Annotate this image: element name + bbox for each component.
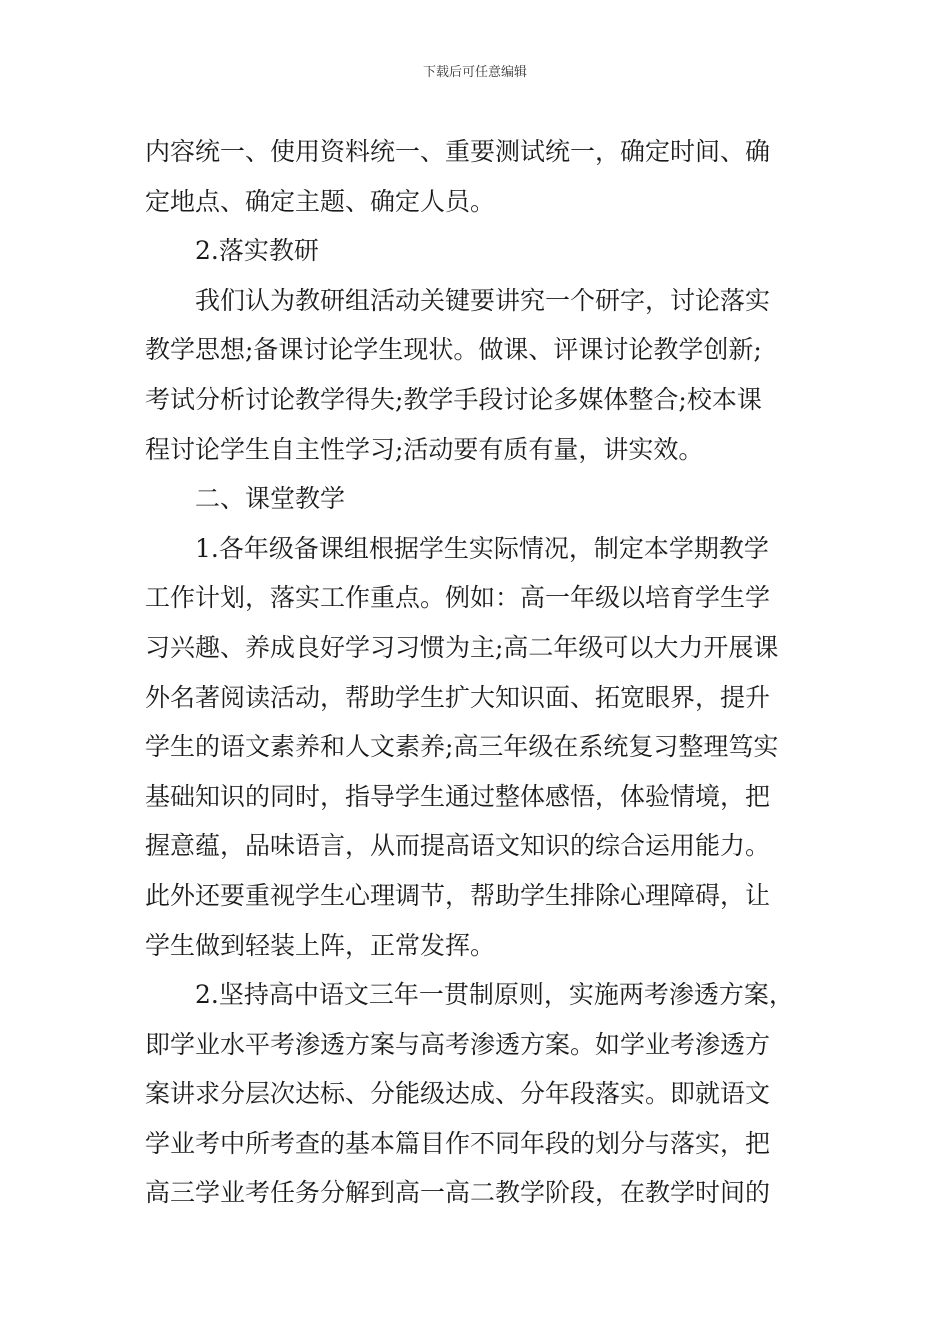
text-line: 高三学业考任务分解到高一高二教学阶段，在教学时间的 [145, 1178, 771, 1208]
text-line: 1.各年级备课组根据学生实际情况，制定本学期教学 [195, 533, 769, 563]
text-line: 此外还要重视学生心理调节，帮助学生排除心理障碍，让 [145, 880, 771, 910]
text-line: 案讲求分层次达标、分能级达成、分年段落实。即就语文 [145, 1079, 771, 1109]
text-line: 2.坚持高中语文三年一贯制原则，实施两考渗透方案， [195, 980, 794, 1010]
text-line: 学生的语文素养和人文素养;高三年级在系统复习整理笃实 [145, 732, 779, 762]
text-line: 即学业水平考渗透方案与高考渗透方案。如学业考渗透方 [145, 1029, 771, 1059]
text-line: 教学思想;备课讨论学生现状。做课、评课讨论教学创新; [145, 335, 762, 365]
text-line: 外名著阅读活动，帮助学生扩大知识面、拓宽眼界，提升 [145, 682, 771, 712]
document-body [145, 127, 810, 1218]
text-line: 程讨论学生自主性学习;活动要有质有量，讲实效。 [145, 434, 704, 464]
page-header: 下载后可任意编辑 [422, 65, 527, 80]
text-line: 学业考中所考查的基本篇目作不同年段的划分与落实，把 [145, 1128, 771, 1158]
text-line: 习兴趣、养成良好学习习惯为主;高二年级可以大力开展课 [145, 632, 779, 662]
text-line: 2.落实教研 [195, 236, 319, 266]
text-line: 二、课堂教学 [195, 484, 346, 514]
text-line: 学生做到轻装上阵，正常发挥。 [145, 930, 496, 960]
text-line: 基础知识的同时，指导学生通过整体感悟，体验情境，把 [145, 781, 771, 811]
text-line: 内容统一、使用资料统一、重要测试统一，确定时间、确 [145, 137, 771, 166]
text-line: 定地点、确定主题、确定人员。 [145, 186, 496, 216]
text-line: 工作计划，落实工作重点。例如：高一年级以培育学生学 [145, 583, 771, 613]
text-line: 我们认为教研组活动关键要讲究一个研字，讨论落实 [195, 285, 771, 315]
text-line: 握意蕴，品味语言，从而提高语文知识的综合运用能力。 [145, 831, 771, 861]
text-line: 考试分析讨论教学得失;教学手段讨论多媒体整合;校本课 [145, 384, 762, 414]
